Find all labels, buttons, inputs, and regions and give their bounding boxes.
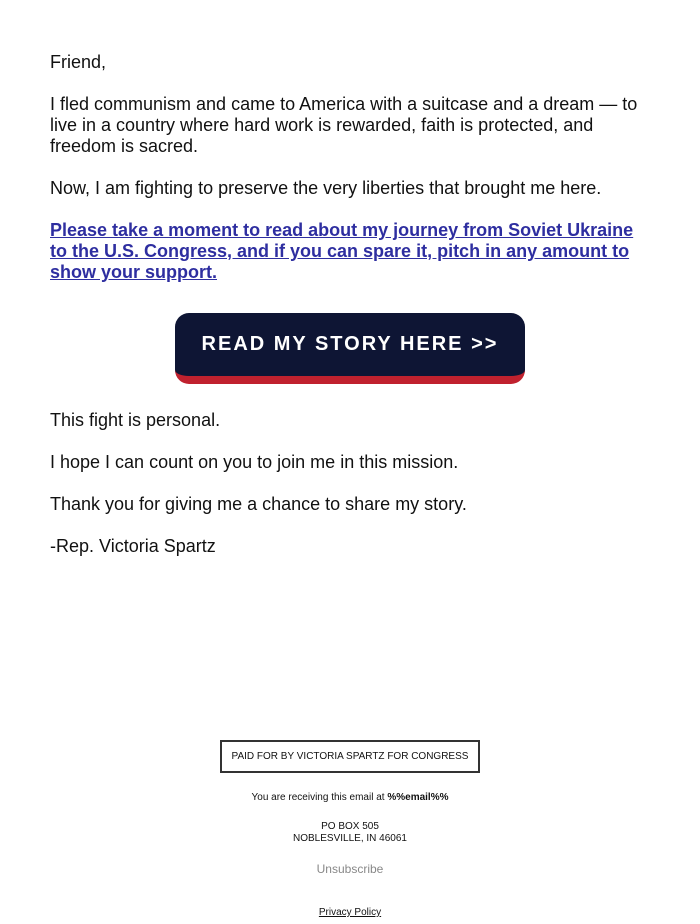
email-token: %%email%%: [387, 792, 449, 803]
paragraph-intro: I fled communism and came to America with a suitcase and a dream — to live in a country where hard work is rewarded, faith is protected, and freedom is sacred.: [50, 94, 638, 156]
story-link[interactable]: Please take a moment to read about my journey from Soviet Ukraine to the U.S. Congress, and if you can spare it, pitch in any amount to show your support.: [50, 220, 634, 282]
privacy-row: [0, 902, 700, 920]
address-line: PO BOX 505: [321, 821, 379, 832]
unsubscribe-link[interactable]: Unsubscribe: [316, 862, 384, 876]
signature: -Rep. Victoria Spartz: [50, 536, 216, 556]
paid-for-disclaimer: PAID FOR BY VICTORIA SPARTZ FOR CONGRESS: [220, 740, 480, 773]
privacy-policy-link[interactable]: Privacy Policy: [318, 907, 382, 918]
unsubscribe-row: [0, 860, 700, 878]
closing-line: Thank you for giving me a chance to share my story.: [50, 494, 467, 514]
address-line: NOBLESVILLE, IN 46061: [293, 833, 407, 844]
receiving-text: You are receiving this email at: [251, 792, 388, 803]
paragraph-fighting: Now, I am fighting to preserve the very liberties that brought me here.: [50, 178, 602, 198]
closing-line: I hope I can count on you to join me in this mission.: [50, 452, 459, 472]
closing-section: [50, 410, 650, 578]
email-body: [50, 52, 650, 283]
greeting: Friend,: [50, 52, 107, 72]
receiving-notice: [0, 792, 700, 804]
mailing-address: [0, 821, 700, 845]
closing-line: This fight is personal.: [50, 410, 221, 430]
story-link-paragraph: [50, 220, 650, 283]
read-story-button[interactable]: READ MY STORY HERE >>: [175, 313, 525, 384]
cta-container: [175, 313, 525, 384]
